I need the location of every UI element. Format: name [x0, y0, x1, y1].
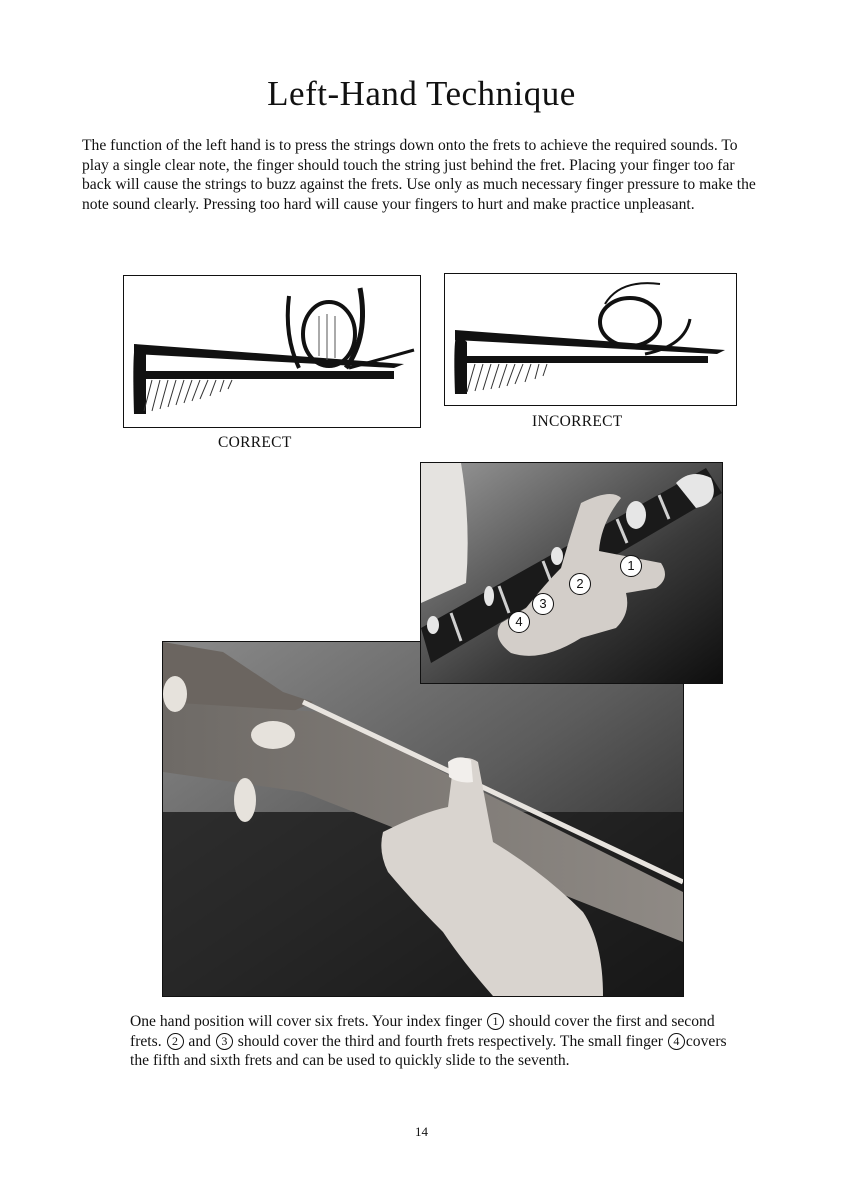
- finger-label-1: 1: [620, 555, 642, 577]
- thumbnail: [448, 757, 473, 782]
- fingertip: [303, 302, 355, 366]
- fret-post: [133, 344, 146, 414]
- fingertip: [600, 298, 660, 346]
- finger-circle-1: 1: [487, 1013, 504, 1030]
- background-arm: [421, 463, 468, 603]
- correct-caption: CORRECT: [218, 434, 292, 451]
- finger-label-3: 3: [532, 593, 554, 615]
- fingernail-shading: [319, 314, 335, 360]
- finger-label-4: 4: [508, 611, 530, 633]
- fretboard: [463, 356, 708, 363]
- incorrect-drawing: [445, 274, 736, 405]
- page-title: Left-Hand Technique: [267, 74, 576, 113]
- inset-photo-drawing: [421, 463, 722, 683]
- finger-circle-3: 3: [216, 1033, 233, 1050]
- outro-text-1: One hand position will cover six frets. Your index finger: [130, 1013, 483, 1030]
- finger-label-2: 2: [569, 573, 591, 595]
- outro-text-2: should cover the first and second frets.: [130, 1013, 715, 1050]
- finger-circle-2: 2: [167, 1033, 184, 1050]
- outro-paragraph: [130, 1012, 730, 1071]
- hatching: [467, 364, 547, 392]
- tuning-peg-1: [251, 721, 295, 749]
- finger-circle-4: 4: [668, 1033, 685, 1050]
- hatching: [144, 380, 232, 411]
- correct-drawing: [124, 276, 420, 427]
- outro-text-5: covers the fifth and sixth frets and can be used to quickly slide to the seventh.: [130, 1032, 727, 1070]
- tuning-peg-2: [234, 778, 256, 822]
- outro-text-4: should cover the third and fourth frets respectively. The small finger: [237, 1032, 663, 1050]
- neck-photo-drawing: [163, 642, 683, 996]
- outro-text-3: and: [188, 1032, 211, 1050]
- banjo-neck-photo: [162, 641, 684, 997]
- fret-post: [454, 334, 467, 394]
- tuning-peg-3: [163, 676, 187, 712]
- intro-paragraph: The function of the left hand is to press the strings down onto the frets to achieve the required sounds. To play a single clear note, the finger should touch the string just behind the fret. Placing your finger too far back will cause the strings to buzz against the frets. Use only as much necessary finger pressure to make the note sound clearly. Pressing too hard will cause your fingers to hurt and make practice unpleasant.: [82, 137, 756, 213]
- incorrect-illustration: [444, 273, 737, 406]
- page-number: 14: [415, 1124, 428, 1139]
- fretboard: [144, 371, 394, 379]
- correct-illustration: [123, 275, 421, 428]
- incorrect-caption: INCORRECT: [532, 413, 623, 430]
- finger-numbers-photo: [420, 462, 723, 684]
